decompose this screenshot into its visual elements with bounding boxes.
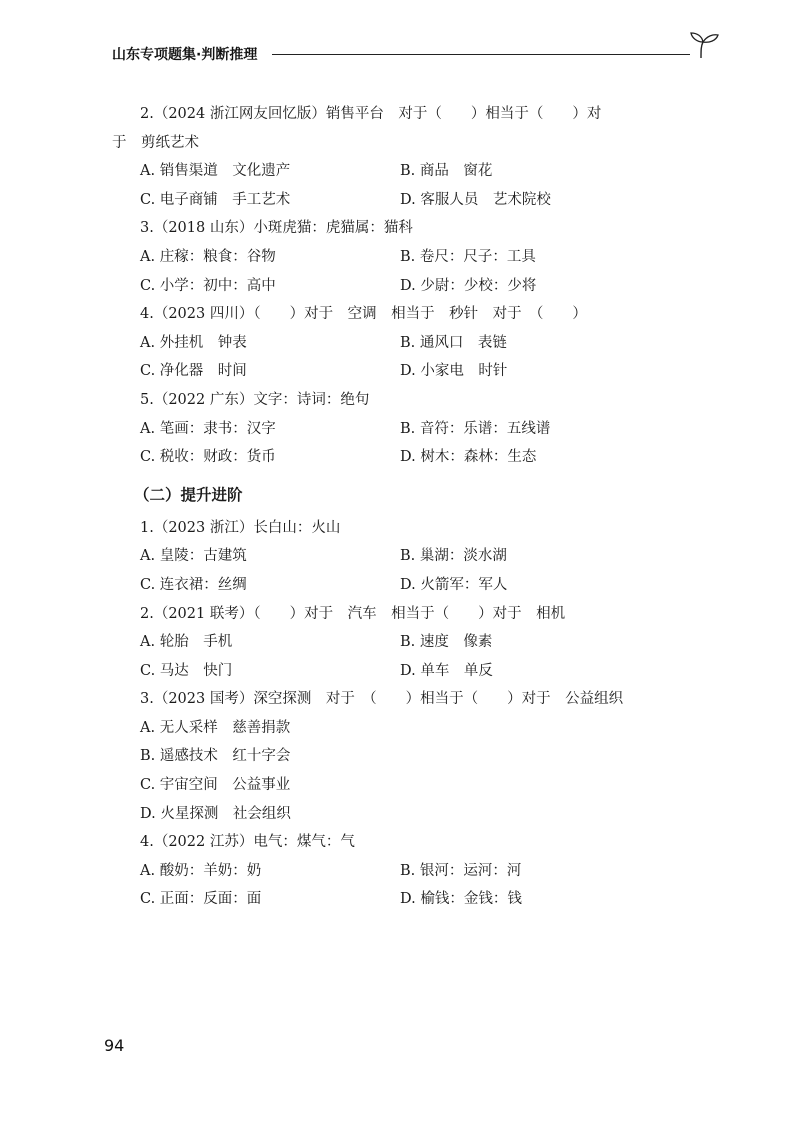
option-a: A. 无人采样 慈善捐款 bbox=[140, 719, 291, 736]
question-stem: 2.（2021 联考）（ ）对于 汽车 相当于（ ）对于 相机 bbox=[140, 605, 566, 622]
question-stem: 4.（2023 四川）（ ）对于 空调 相当于 秒针 对于 （ ） bbox=[140, 306, 587, 323]
option-d: D. 客服人员 艺术院校 bbox=[400, 191, 551, 208]
option-c: C. 税收：财政：货币 bbox=[140, 449, 276, 466]
question-stem: 3.（2023 国考）深空探测 对于 （ ）相当于（ ）对于 公益组织 bbox=[140, 691, 624, 708]
question-stem: 3.（2018 山东）小斑虎猫：虎猫属：猫科 bbox=[140, 220, 413, 237]
option-c: C. 连衣裙：丝绸 bbox=[140, 576, 247, 593]
option-c: C. 正面：反面：面 bbox=[140, 891, 262, 908]
question-stem: 1.（2023 浙江）长白山：火山 bbox=[140, 519, 341, 536]
header-rule bbox=[272, 54, 690, 55]
option-d: D. 火箭军：军人 bbox=[400, 576, 508, 593]
question-stem: 5.（2022 广东）文字：诗词：绝句 bbox=[140, 391, 370, 408]
option-b: B. 速度 像素 bbox=[400, 634, 493, 651]
option-d: D. 树木：森林：生态 bbox=[400, 449, 537, 466]
option-b: B. 银河：运河：河 bbox=[400, 862, 522, 879]
option-a: A. 外挂机 钟表 bbox=[140, 334, 247, 351]
option-a: A. 轮胎 手机 bbox=[140, 634, 233, 651]
option-row bbox=[112, 628, 722, 657]
option-b: B. 商品 窗花 bbox=[400, 163, 493, 180]
option-row bbox=[112, 243, 722, 272]
option-row bbox=[112, 272, 722, 301]
option-a: A. 皇陵：古建筑 bbox=[140, 548, 247, 565]
option-b: B. 遥感技术 红十字会 bbox=[140, 748, 291, 765]
page-number: 94 bbox=[104, 1036, 125, 1055]
option-c: C. 净化器 时间 bbox=[140, 363, 247, 380]
option-c: C. 马达 快门 bbox=[140, 662, 233, 679]
option-row bbox=[112, 885, 722, 914]
option-row bbox=[112, 415, 722, 444]
option-d: D. 榆钱：金钱：钱 bbox=[400, 891, 522, 908]
option-b: B. 音符：乐谱：五线谱 bbox=[400, 420, 551, 437]
option-a: A. 酸奶：羊奶：奶 bbox=[140, 862, 262, 879]
option-row bbox=[112, 186, 722, 215]
question-stem: 4.（2022 江苏）电气：煤气：气 bbox=[140, 834, 355, 851]
option-row bbox=[112, 157, 722, 186]
option-d: D. 小家电 时针 bbox=[400, 363, 508, 380]
option-d: D. 单车 单反 bbox=[400, 662, 493, 679]
section-heading: （二）提升进阶 bbox=[134, 485, 243, 504]
option-d: D. 火星探测 社会组织 bbox=[140, 805, 291, 822]
question-stem: 2.（2024 浙江网友回忆版）销售平台 对于（ ）相当于（ ）对 bbox=[140, 106, 602, 122]
option-b: B. 巢湖：淡水湖 bbox=[400, 548, 507, 565]
option-d: D. 少尉：少校：少将 bbox=[400, 277, 537, 294]
header-title: 山东专项题集·判断推理 bbox=[112, 47, 258, 63]
option-row bbox=[112, 657, 722, 686]
option-row bbox=[112, 329, 722, 358]
option-c: C. 宇宙空间 公益事业 bbox=[140, 777, 291, 794]
option-a: A. 销售渠道 文化遗产 bbox=[140, 163, 291, 180]
option-row bbox=[112, 443, 722, 472]
option-a: A. 笔画：隶书：汉字 bbox=[140, 420, 276, 437]
option-row bbox=[112, 571, 722, 600]
option-row bbox=[112, 357, 722, 386]
page-content bbox=[112, 100, 722, 914]
option-b: B. 卷尺：尺子：工具 bbox=[400, 248, 536, 265]
option-row bbox=[112, 857, 722, 886]
option-c: C. 电子商铺 手工艺术 bbox=[140, 191, 291, 208]
option-b: B. 通风口 表链 bbox=[400, 334, 507, 351]
option-a: A. 庄稼：粮食：谷物 bbox=[140, 248, 276, 265]
question-stem-continued: 于 剪纸艺术 bbox=[112, 134, 199, 151]
option-c: C. 小学：初中：高中 bbox=[140, 277, 276, 294]
page-header bbox=[112, 40, 722, 70]
sprout-icon bbox=[687, 30, 721, 60]
option-row bbox=[112, 542, 722, 571]
